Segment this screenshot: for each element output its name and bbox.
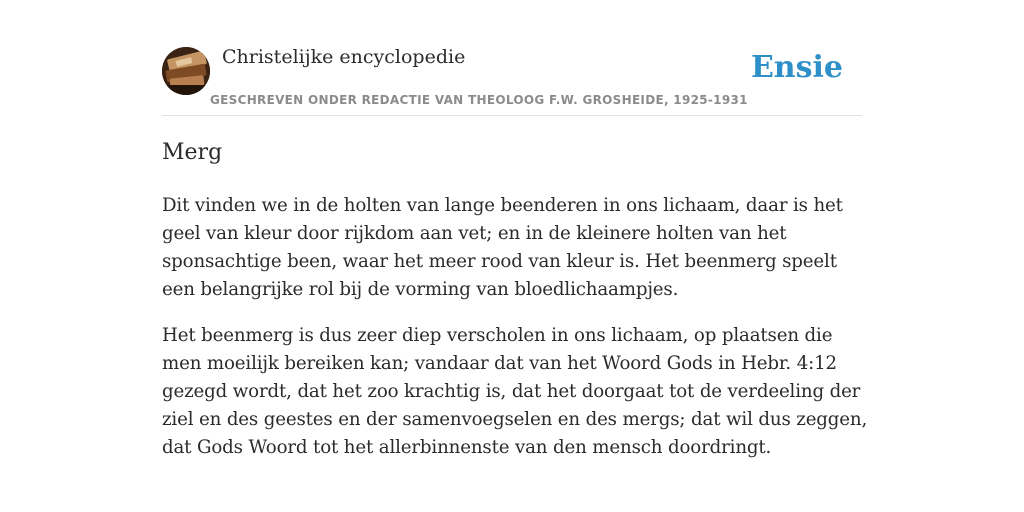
article-body — [162, 192, 868, 480]
book-photo-icon[interactable] — [162, 47, 210, 95]
book-photo-graphic — [162, 47, 210, 95]
site-title[interactable]: Christelijke encyclopedie — [222, 46, 466, 68]
site-header — [162, 44, 862, 116]
brand-logo[interactable]: Ensie — [750, 50, 843, 85]
site-subtitle: GESCHREVEN ONDER REDACTIE VAN THEOLOOG F.W. GROSHEIDE, 1925-1931 — [210, 93, 748, 107]
article-title: Merg — [162, 140, 223, 165]
article-paragraph: Het beenmerg is dus zeer diep verscholen in ons lichaam, op plaatsen die men moeilijk bereiken kan; vandaar dat van het Woord Gods in Hebr. 4:12 gezegd wordt, dat het zoo krachtig is, dat het doorgaat tot de verdeeling der ziel en des geestes en der samenvoegselen en des mergs; dat wil dus zeggen, dat Gods Woord tot het allerbinnenste van den mensch doordringt. — [162, 325, 868, 458]
article-paragraph: Dit vinden we in de holten van lange beenderen in ons lichaam, daar is het geel van kleur door rijkdom aan vet; en in de kleinere holten van het sponsachtige been, waar het meer rood van kleur is. Het beenmerg speelt een belangrijke rol bij de vorming van bloedlichaampjes. — [162, 195, 843, 300]
